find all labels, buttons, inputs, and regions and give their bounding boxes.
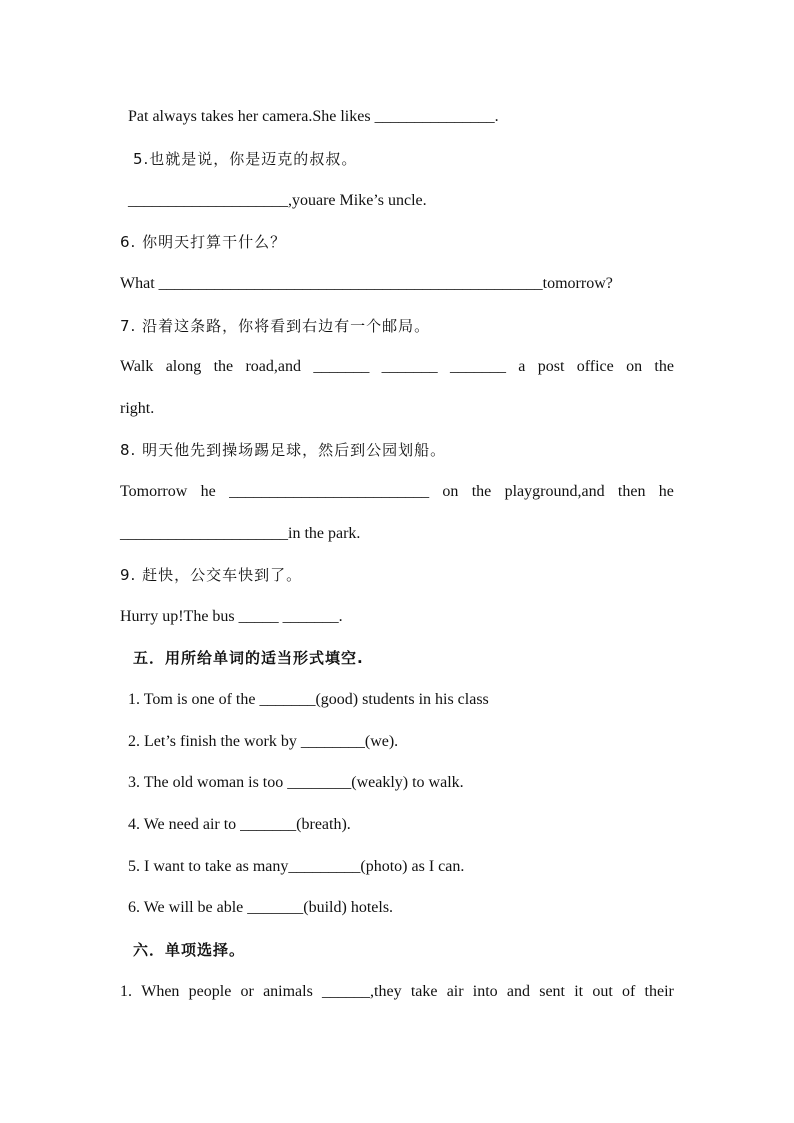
word: on bbox=[626, 358, 643, 375]
word: he bbox=[658, 483, 674, 500]
word: _________________________ bbox=[229, 483, 430, 500]
word: or bbox=[240, 983, 254, 1000]
fill-blank-line-justified bbox=[120, 357, 674, 377]
word: along bbox=[165, 358, 202, 375]
fill-blank-line: _____________________in the park. bbox=[120, 525, 361, 542]
question-line-justified bbox=[120, 982, 674, 1002]
word: people bbox=[188, 983, 232, 1000]
word: road,and bbox=[245, 358, 301, 375]
word: animals bbox=[263, 983, 313, 1000]
word: Walk bbox=[120, 358, 154, 375]
word: Tomorrow bbox=[120, 483, 188, 500]
word: sent bbox=[539, 983, 565, 1000]
word: ______,they bbox=[322, 983, 402, 1000]
word: When bbox=[141, 983, 180, 1000]
word: air bbox=[446, 983, 464, 1000]
exercise-item: 4. We need air to _______(breath). bbox=[128, 816, 351, 833]
exercise-item: 3. The old woman is too ________(weakly) to walk. bbox=[128, 774, 464, 791]
word: the bbox=[471, 483, 492, 500]
word: on bbox=[442, 483, 459, 500]
exercise-item: 1. Tom is one of the _______(good) students in his class bbox=[128, 691, 489, 708]
exercise-item: 5. I want to take as many_________(photo) as I can. bbox=[128, 858, 465, 875]
exercise-item: 2. Let’s finish the work by ________(we). bbox=[128, 733, 399, 750]
section-heading: 五．用所给单词的适当形式填空. bbox=[133, 649, 364, 667]
word: the bbox=[213, 358, 234, 375]
word: _______ bbox=[449, 358, 506, 375]
word: then bbox=[617, 483, 646, 500]
fill-blank-line: What ________________________________________________tomorrow? bbox=[120, 275, 613, 292]
word: _______ bbox=[313, 358, 370, 375]
word: _______ bbox=[381, 358, 438, 375]
word: 1. bbox=[120, 983, 132, 1000]
word: into bbox=[472, 983, 498, 1000]
question-chinese: 8. 明天他先到操场踢足球，然后到公园划船。 bbox=[120, 441, 447, 459]
fill-blank-line: Pat always takes her camera.She likes _______________. bbox=[128, 108, 499, 125]
section-heading: 六．单项选择。 bbox=[133, 941, 246, 959]
question-chinese: 7. 沿着这条路，你将看到右边有一个邮局。 bbox=[120, 317, 431, 335]
word: take bbox=[410, 983, 438, 1000]
fill-blank-line: Hurry up!The bus _____ _______. bbox=[120, 608, 343, 625]
word: of bbox=[622, 983, 636, 1000]
question-chinese: 9. 赶快，公交车快到了。 bbox=[120, 566, 303, 584]
word: he bbox=[200, 483, 216, 500]
fill-blank-line-justified bbox=[120, 482, 674, 502]
word: out bbox=[592, 983, 613, 1000]
word: it bbox=[574, 983, 584, 1000]
word: their bbox=[644, 983, 674, 1000]
question-chinese: 5.也就是说，你是迈克的叔叔。 bbox=[133, 150, 358, 168]
word: a bbox=[518, 358, 526, 375]
word: office bbox=[576, 358, 614, 375]
word: post bbox=[537, 358, 565, 375]
exercise-item: 6. We will be able _______(build) hotels. bbox=[128, 899, 394, 916]
question-chinese: 6. 你明天打算干什么？ bbox=[120, 233, 287, 251]
word: playground,and bbox=[504, 483, 605, 500]
fill-blank-line: ____________________,youare Mike’s uncle. bbox=[128, 192, 427, 209]
fill-blank-line: right. bbox=[120, 400, 155, 417]
word: the bbox=[654, 358, 674, 375]
word: and bbox=[506, 983, 530, 1000]
